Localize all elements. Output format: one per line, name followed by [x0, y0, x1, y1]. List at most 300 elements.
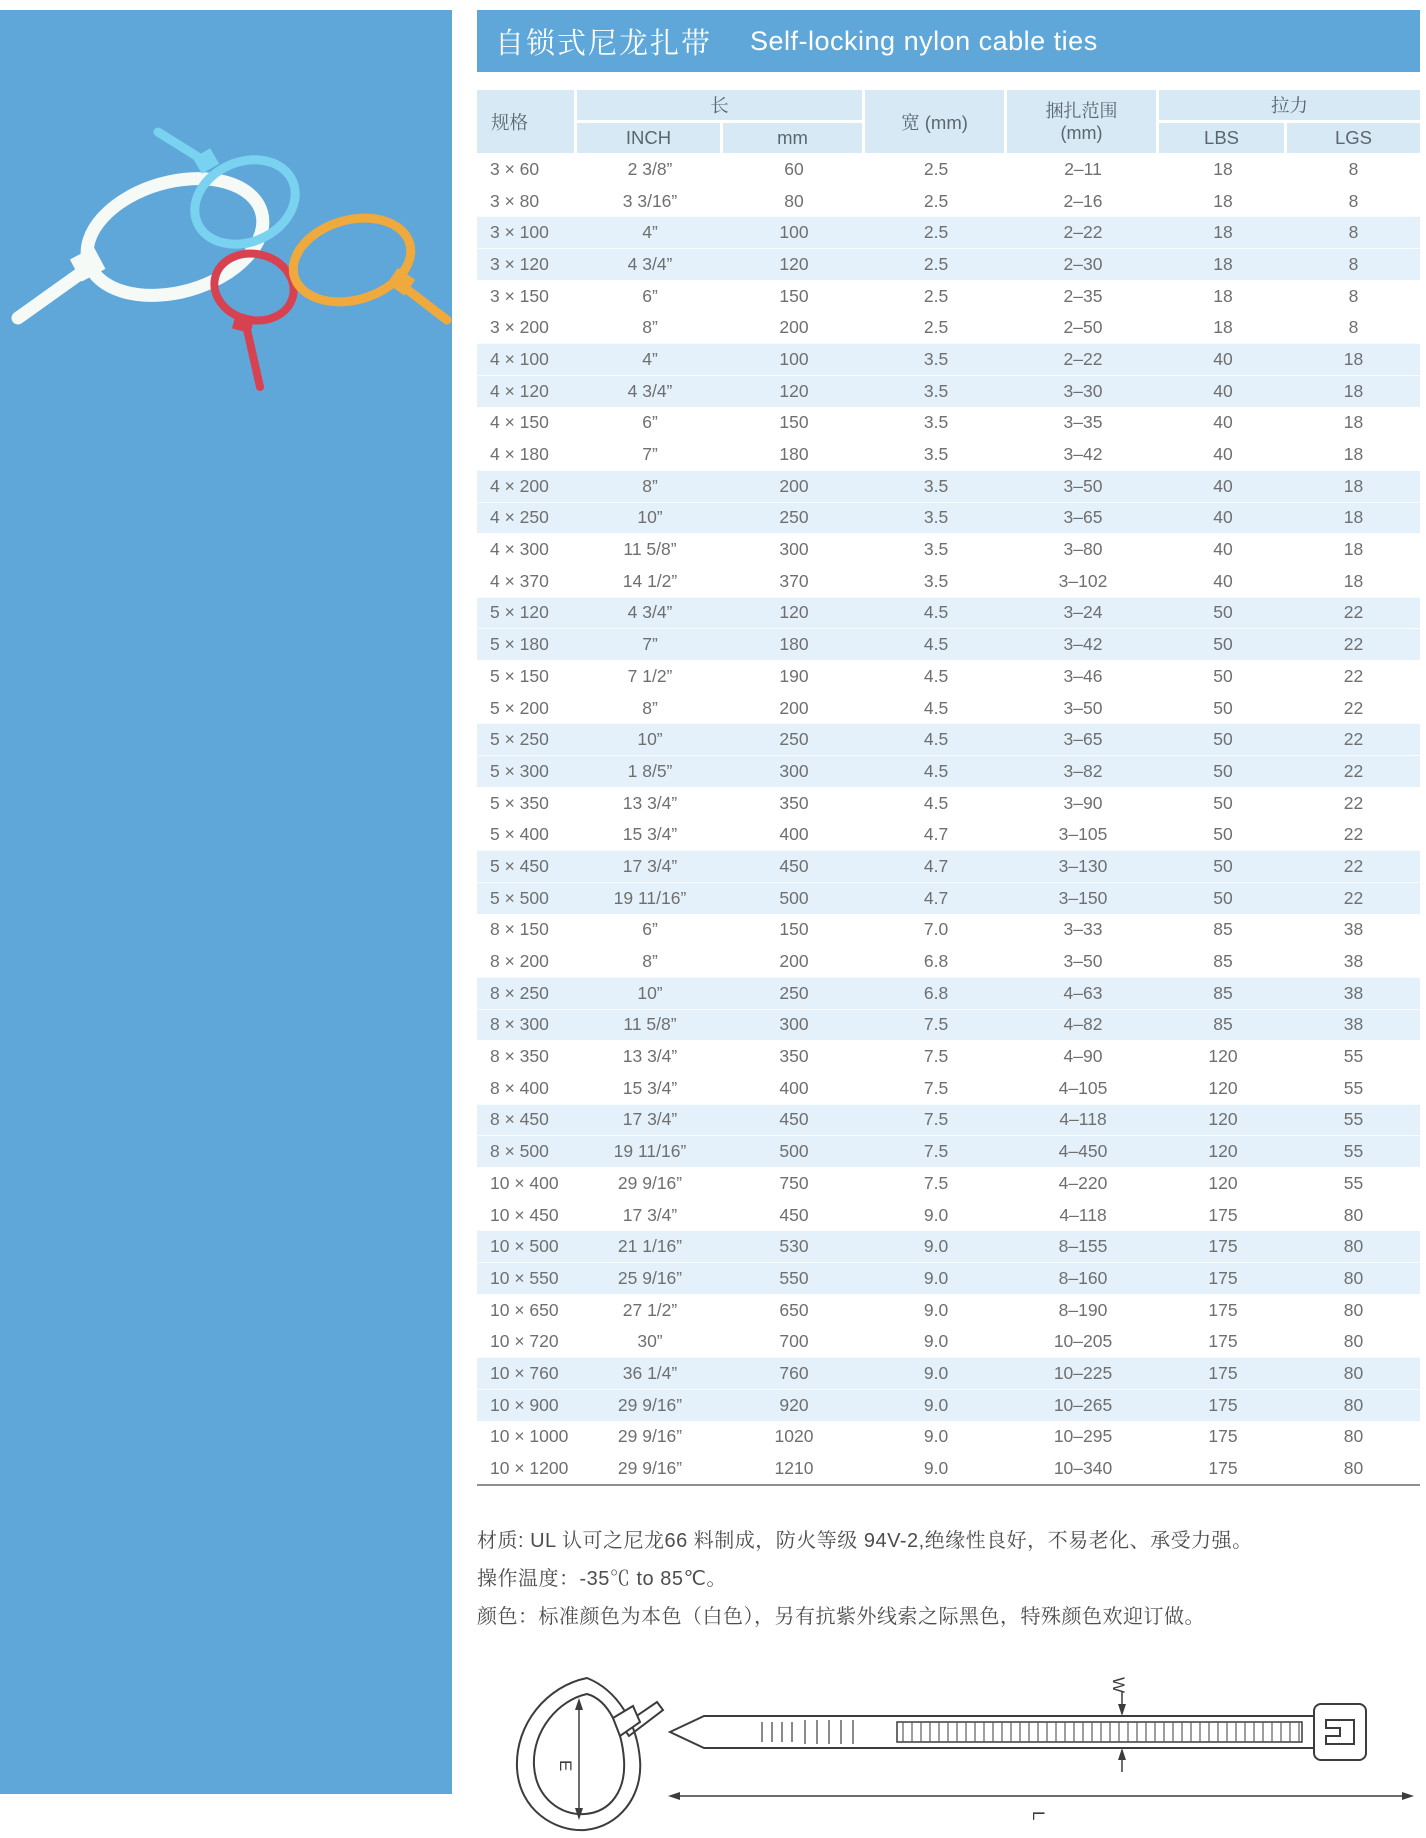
- lbs-cell: 40: [1159, 470, 1287, 502]
- lbs-cell: 120: [1159, 1167, 1287, 1199]
- width-cell: 9.0: [865, 1230, 1007, 1262]
- lgs-cell: 38: [1287, 945, 1420, 977]
- mm-cell: 200: [723, 945, 865, 977]
- mm-cell: 1020: [723, 1421, 865, 1453]
- col-header-width: 宽 (mm): [865, 90, 1007, 153]
- width-cell: 4.5: [865, 660, 1007, 692]
- spec-cell: 5 × 200: [477, 692, 577, 724]
- lgs-cell: 18: [1287, 470, 1420, 502]
- lgs-cell: 18: [1287, 533, 1420, 565]
- width-dimension-label: W: [1109, 1676, 1128, 1693]
- title-english: Self-locking nylon cable ties: [750, 25, 1098, 56]
- table-row: [477, 502, 1420, 534]
- range-cell: 2–11: [1007, 153, 1159, 185]
- lbs-cell: 40: [1159, 533, 1287, 565]
- range-cell: 8–190: [1007, 1294, 1159, 1326]
- spec-cell: 4 × 180: [477, 438, 577, 470]
- lgs-cell: 38: [1287, 1009, 1420, 1041]
- mm-cell: 200: [723, 692, 865, 724]
- width-cell: 6.8: [865, 977, 1007, 1009]
- mm-cell: 180: [723, 628, 865, 660]
- width-cell: 9.0: [865, 1199, 1007, 1231]
- inch-cell: 29 9/16”: [577, 1421, 723, 1453]
- lgs-cell: 8: [1287, 248, 1420, 280]
- width-cell: 3.5: [865, 470, 1007, 502]
- table-row: [477, 850, 1420, 882]
- inch-cell: 2 3/8”: [577, 153, 723, 185]
- orange-cable-tie: [283, 205, 447, 320]
- range-cell: 2–35: [1007, 280, 1159, 312]
- lgs-cell: 8: [1287, 216, 1420, 248]
- inch-cell: 7”: [577, 438, 723, 470]
- lbs-cell: 50: [1159, 787, 1287, 819]
- inch-cell: 4”: [577, 343, 723, 375]
- note-material: 材质: UL 认可之尼龙66 料制成，防火等级 94V-2,绝缘性良好，不易老化、承受力强。: [477, 1529, 1253, 1552]
- range-cell: 8–155: [1007, 1230, 1159, 1262]
- width-cell: 3.5: [865, 343, 1007, 375]
- lgs-cell: 80: [1287, 1199, 1420, 1231]
- inch-cell: 10”: [577, 723, 723, 755]
- lbs-cell: 85: [1159, 1009, 1287, 1041]
- inch-cell: 7”: [577, 628, 723, 660]
- mm-cell: 200: [723, 470, 865, 502]
- inch-cell: 14 1/2”: [577, 565, 723, 597]
- width-cell: 7.0: [865, 914, 1007, 946]
- mm-cell: 120: [723, 597, 865, 629]
- spec-cell: 8 × 150: [477, 914, 577, 946]
- content-area: [477, 10, 1420, 1838]
- inch-cell: 4 3/4”: [577, 248, 723, 280]
- range-cell: 3–42: [1007, 628, 1159, 660]
- range-cell: 4–63: [1007, 977, 1159, 1009]
- lgs-cell: 80: [1287, 1294, 1420, 1326]
- note-color: 颜色：标准颜色为本色（白色），另有抗紫外线索之际黑色，特殊颜色欢迎订做。: [477, 1605, 1205, 1628]
- loop-dimension-arrow: [575, 1698, 583, 1820]
- table-row: [477, 1421, 1420, 1453]
- mm-cell: 760: [723, 1357, 865, 1389]
- white-cable-tie: [18, 159, 277, 318]
- lbs-cell: 120: [1159, 1104, 1287, 1136]
- col-header-range-line2: (mm): [1060, 122, 1103, 143]
- inch-cell: 10”: [577, 977, 723, 1009]
- mm-cell: 500: [723, 1135, 865, 1167]
- spec-cell: 10 × 650: [477, 1294, 577, 1326]
- lbs-cell: 120: [1159, 1072, 1287, 1104]
- col-header-range-line1: 捆扎范围: [1045, 100, 1118, 121]
- lbs-cell: 40: [1159, 343, 1287, 375]
- mm-cell: 400: [723, 1072, 865, 1104]
- serrations: [762, 1720, 853, 1744]
- mm-cell: 300: [723, 1009, 865, 1041]
- inch-cell: 8”: [577, 945, 723, 977]
- width-cell: 7.5: [865, 1167, 1007, 1199]
- table-row: [477, 311, 1420, 343]
- mm-cell: 700: [723, 1325, 865, 1357]
- lgs-cell: 55: [1287, 1135, 1420, 1167]
- spec-cell: 3 × 80: [477, 185, 577, 217]
- range-cell: 3–102: [1007, 565, 1159, 597]
- table-row: [477, 755, 1420, 787]
- width-cell: 3.5: [865, 438, 1007, 470]
- width-cell: 3.5: [865, 565, 1007, 597]
- inch-cell: 4 3/4”: [577, 597, 723, 629]
- table-row: [477, 1135, 1420, 1167]
- table-row: [477, 1389, 1420, 1421]
- inch-cell: 8”: [577, 470, 723, 502]
- lgs-cell: 8: [1287, 185, 1420, 217]
- lgs-cell: 8: [1287, 280, 1420, 312]
- inch-cell: 6”: [577, 407, 723, 439]
- lgs-cell: 80: [1287, 1325, 1420, 1357]
- lgs-cell: 18: [1287, 375, 1420, 407]
- width-cell: 4.5: [865, 723, 1007, 755]
- table-row: [477, 407, 1420, 439]
- spec-cell: 5 × 250: [477, 723, 577, 755]
- spec-cell: 10 × 550: [477, 1262, 577, 1294]
- table-row: [477, 248, 1420, 280]
- dimension-diagrams: [477, 1670, 1420, 1838]
- lbs-cell: 50: [1159, 818, 1287, 850]
- inch-cell: 3 3/16”: [577, 185, 723, 217]
- table-row: [477, 692, 1420, 724]
- mm-cell: 500: [723, 882, 865, 914]
- col-header-length: 长: [577, 90, 865, 123]
- range-cell: 3–65: [1007, 723, 1159, 755]
- width-cell: 4.7: [865, 818, 1007, 850]
- range-cell: 4–90: [1007, 1040, 1159, 1072]
- table-row: [477, 914, 1420, 946]
- width-cell: 2.5: [865, 280, 1007, 312]
- inch-cell: 8”: [577, 692, 723, 724]
- lgs-cell: 80: [1287, 1452, 1420, 1484]
- col-header-inch: INCH: [577, 123, 723, 153]
- table-row: [477, 1167, 1420, 1199]
- inch-cell: 29 9/16”: [577, 1452, 723, 1484]
- mm-cell: 60: [723, 153, 865, 185]
- inch-cell: 30”: [577, 1325, 723, 1357]
- spec-cell: 8 × 350: [477, 1040, 577, 1072]
- table-row: [477, 628, 1420, 660]
- table-row: [477, 1072, 1420, 1104]
- lgs-cell: 22: [1287, 723, 1420, 755]
- mm-cell: 200: [723, 311, 865, 343]
- lbs-cell: 175: [1159, 1262, 1287, 1294]
- lgs-cell: 55: [1287, 1104, 1420, 1136]
- col-header-lgs: LGS: [1287, 123, 1420, 153]
- range-cell: 10–265: [1007, 1389, 1159, 1421]
- tie-band: [670, 1716, 1314, 1748]
- lgs-cell: 55: [1287, 1072, 1420, 1104]
- lbs-cell: 175: [1159, 1421, 1287, 1453]
- range-cell: 4–118: [1007, 1104, 1159, 1136]
- lgs-cell: 80: [1287, 1421, 1420, 1453]
- mm-cell: 530: [723, 1230, 865, 1262]
- inch-cell: 6”: [577, 280, 723, 312]
- width-cell: 7.5: [865, 1135, 1007, 1167]
- table-row: [477, 597, 1420, 629]
- spec-cell: 3 × 60: [477, 153, 577, 185]
- inch-cell: 25 9/16”: [577, 1262, 723, 1294]
- red-cable-tie: [207, 245, 301, 387]
- footnotes: [477, 1522, 1420, 1636]
- lbs-cell: 50: [1159, 660, 1287, 692]
- lbs-cell: 85: [1159, 914, 1287, 946]
- table-row: [477, 1357, 1420, 1389]
- mm-cell: 450: [723, 1104, 865, 1136]
- loop-dimension-label: E: [556, 1759, 575, 1772]
- table-row: [477, 882, 1420, 914]
- serration-strip: [897, 1722, 1302, 1742]
- lgs-cell: 80: [1287, 1389, 1420, 1421]
- inch-cell: 19 11/16”: [577, 882, 723, 914]
- lgs-cell: 55: [1287, 1167, 1420, 1199]
- range-cell: 3–50: [1007, 692, 1159, 724]
- range-cell: 2–16: [1007, 185, 1159, 217]
- spec-cell: 10 × 400: [477, 1167, 577, 1199]
- table-row: [477, 1325, 1420, 1357]
- mm-cell: 150: [723, 914, 865, 946]
- mm-cell: 650: [723, 1294, 865, 1326]
- mm-cell: 180: [723, 438, 865, 470]
- mm-cell: 80: [723, 185, 865, 217]
- sidebar: [0, 10, 452, 1794]
- lbs-cell: 18: [1159, 185, 1287, 217]
- lbs-cell: 18: [1159, 280, 1287, 312]
- head-pawl: [1326, 1720, 1354, 1744]
- lgs-cell: 18: [1287, 407, 1420, 439]
- title-chinese: 自锁式尼龙扎带: [495, 27, 713, 60]
- lgs-cell: 22: [1287, 628, 1420, 660]
- lgs-cell: 80: [1287, 1357, 1420, 1389]
- lbs-cell: 50: [1159, 723, 1287, 755]
- width-cell: 4.5: [865, 692, 1007, 724]
- lbs-cell: 40: [1159, 565, 1287, 597]
- range-cell: 4–105: [1007, 1072, 1159, 1104]
- width-cell: 4.5: [865, 597, 1007, 629]
- spec-cell: 5 × 150: [477, 660, 577, 692]
- range-cell: 3–80: [1007, 533, 1159, 565]
- width-cell: 2.5: [865, 216, 1007, 248]
- inch-cell: 8”: [577, 311, 723, 343]
- range-cell: 10–225: [1007, 1357, 1159, 1389]
- range-cell: 3–105: [1007, 818, 1159, 850]
- table-row: [477, 1294, 1420, 1326]
- spec-cell: 10 × 760: [477, 1357, 577, 1389]
- mm-cell: 350: [723, 1040, 865, 1072]
- inch-cell: 13 3/4”: [577, 1040, 723, 1072]
- width-cell: 4.7: [865, 850, 1007, 882]
- table-row: [477, 280, 1420, 312]
- range-cell: 3–150: [1007, 882, 1159, 914]
- lgs-cell: 22: [1287, 660, 1420, 692]
- mm-cell: 300: [723, 755, 865, 787]
- spec-cell: 10 × 1000: [477, 1421, 577, 1453]
- table-row: [477, 1262, 1420, 1294]
- inch-cell: 11 5/8”: [577, 1009, 723, 1041]
- lbs-cell: 175: [1159, 1199, 1287, 1231]
- lbs-cell: 175: [1159, 1230, 1287, 1262]
- width-cell: 3.5: [865, 533, 1007, 565]
- lgs-cell: 22: [1287, 755, 1420, 787]
- inch-cell: 17 3/4”: [577, 1199, 723, 1231]
- table-row: [477, 1230, 1420, 1262]
- range-cell: 2–22: [1007, 343, 1159, 375]
- range-cell: 3–42: [1007, 438, 1159, 470]
- inch-cell: 4”: [577, 216, 723, 248]
- range-cell: 3–50: [1007, 470, 1159, 502]
- lbs-cell: 40: [1159, 502, 1287, 534]
- range-cell: 2–50: [1007, 311, 1159, 343]
- mm-cell: 190: [723, 660, 865, 692]
- spec-cell: 4 × 300: [477, 533, 577, 565]
- width-cell: 9.0: [865, 1421, 1007, 1453]
- inch-cell: 15 3/4”: [577, 1072, 723, 1104]
- length-dimension-line: [668, 1792, 1414, 1800]
- spec-cell: 5 × 300: [477, 755, 577, 787]
- table-row: [477, 533, 1420, 565]
- lbs-cell: 85: [1159, 945, 1287, 977]
- lbs-cell: 50: [1159, 692, 1287, 724]
- mm-cell: 400: [723, 818, 865, 850]
- table-row: [477, 216, 1420, 248]
- width-cell: 3.5: [865, 375, 1007, 407]
- lgs-cell: 22: [1287, 818, 1420, 850]
- lbs-cell: 175: [1159, 1389, 1287, 1421]
- lbs-cell: 18: [1159, 311, 1287, 343]
- lgs-cell: 8: [1287, 153, 1420, 185]
- col-header-spec: 规格: [477, 90, 577, 153]
- lbs-cell: 40: [1159, 375, 1287, 407]
- inch-cell: 36 1/4”: [577, 1357, 723, 1389]
- lgs-cell: 80: [1287, 1262, 1420, 1294]
- spec-cell: 8 × 250: [477, 977, 577, 1009]
- spec-cell: 8 × 400: [477, 1072, 577, 1104]
- range-cell: 3–130: [1007, 850, 1159, 882]
- table-row: [477, 470, 1420, 502]
- width-cell: 2.5: [865, 311, 1007, 343]
- table-row: [477, 153, 1420, 185]
- range-cell: 3–33: [1007, 914, 1159, 946]
- width-cell: 7.5: [865, 1040, 1007, 1072]
- range-cell: 3–46: [1007, 660, 1159, 692]
- spec-cell: 4 × 150: [477, 407, 577, 439]
- length-dimension-label: L: [1029, 1810, 1048, 1821]
- table-row: [477, 818, 1420, 850]
- lgs-cell: 18: [1287, 565, 1420, 597]
- spec-cell: 5 × 180: [477, 628, 577, 660]
- table-row: [477, 438, 1420, 470]
- table-row: [477, 1040, 1420, 1072]
- mm-cell: 300: [723, 533, 865, 565]
- table-row: [477, 1199, 1420, 1231]
- range-cell: 3–30: [1007, 375, 1159, 407]
- mm-cell: 350: [723, 787, 865, 819]
- table-row: [477, 565, 1420, 597]
- inch-cell: 17 3/4”: [577, 850, 723, 882]
- spec-cell: 10 × 500: [477, 1230, 577, 1262]
- spec-cell: 3 × 120: [477, 248, 577, 280]
- mm-cell: 450: [723, 850, 865, 882]
- mm-cell: 120: [723, 248, 865, 280]
- lgs-cell: 18: [1287, 438, 1420, 470]
- mm-cell: 250: [723, 723, 865, 755]
- lgs-cell: 22: [1287, 850, 1420, 882]
- col-header-tension: 拉力: [1159, 90, 1420, 123]
- lbs-cell: 120: [1159, 1135, 1287, 1167]
- width-cell: 4.7: [865, 882, 1007, 914]
- range-cell: 3–65: [1007, 502, 1159, 534]
- width-cell: 9.0: [865, 1357, 1007, 1389]
- width-cell: 4.5: [865, 628, 1007, 660]
- spec-cell: 4 × 120: [477, 375, 577, 407]
- width-cell: 4.5: [865, 755, 1007, 787]
- range-cell: 4–82: [1007, 1009, 1159, 1041]
- width-cell: 7.5: [865, 1072, 1007, 1104]
- range-cell: 10–295: [1007, 1421, 1159, 1453]
- table-row: [477, 375, 1420, 407]
- range-cell: 4–220: [1007, 1167, 1159, 1199]
- width-cell: 3.5: [865, 407, 1007, 439]
- mm-cell: 920: [723, 1389, 865, 1421]
- lgs-cell: 38: [1287, 914, 1420, 946]
- lgs-cell: 22: [1287, 692, 1420, 724]
- width-cell: 2.5: [865, 248, 1007, 280]
- inch-cell: 7 1/2”: [577, 660, 723, 692]
- lgs-cell: 22: [1287, 597, 1420, 629]
- mm-cell: 100: [723, 343, 865, 375]
- table-row: [477, 343, 1420, 375]
- range-cell: 2–22: [1007, 216, 1159, 248]
- inch-cell: 17 3/4”: [577, 1104, 723, 1136]
- mm-cell: 550: [723, 1262, 865, 1294]
- range-cell: 3–90: [1007, 787, 1159, 819]
- lbs-cell: 175: [1159, 1357, 1287, 1389]
- table-row: [477, 1104, 1420, 1136]
- range-cell: 8–160: [1007, 1262, 1159, 1294]
- mm-cell: 450: [723, 1199, 865, 1231]
- cable-ties-photo: [0, 82, 452, 402]
- spec-cell: 8 × 300: [477, 1009, 577, 1041]
- mm-cell: 250: [723, 977, 865, 1009]
- range-cell: 10–340: [1007, 1452, 1159, 1484]
- lbs-cell: 50: [1159, 628, 1287, 660]
- lgs-cell: 80: [1287, 1230, 1420, 1262]
- spec-cell: 10 × 1200: [477, 1452, 577, 1484]
- lgs-cell: 22: [1287, 882, 1420, 914]
- table-row: [477, 1452, 1420, 1484]
- mm-cell: 1210: [723, 1452, 865, 1484]
- width-cell: 4.5: [865, 787, 1007, 819]
- mm-cell: 250: [723, 502, 865, 534]
- spec-cell: 5 × 500: [477, 882, 577, 914]
- table-row: [477, 1009, 1420, 1041]
- spec-cell: 8 × 500: [477, 1135, 577, 1167]
- lbs-cell: 85: [1159, 977, 1287, 1009]
- spec-cell: 5 × 400: [477, 818, 577, 850]
- inch-cell: 15 3/4”: [577, 818, 723, 850]
- page-title: [477, 10, 1420, 72]
- range-cell: 2–30: [1007, 248, 1159, 280]
- mm-cell: 150: [723, 407, 865, 439]
- width-cell: 9.0: [865, 1262, 1007, 1294]
- table-row: [477, 945, 1420, 977]
- spec-cell: 8 × 450: [477, 1104, 577, 1136]
- width-cell: 9.0: [865, 1294, 1007, 1326]
- range-cell: 4–450: [1007, 1135, 1159, 1167]
- table-row: [477, 723, 1420, 755]
- spec-cell: 4 × 200: [477, 470, 577, 502]
- table-row: [477, 660, 1420, 692]
